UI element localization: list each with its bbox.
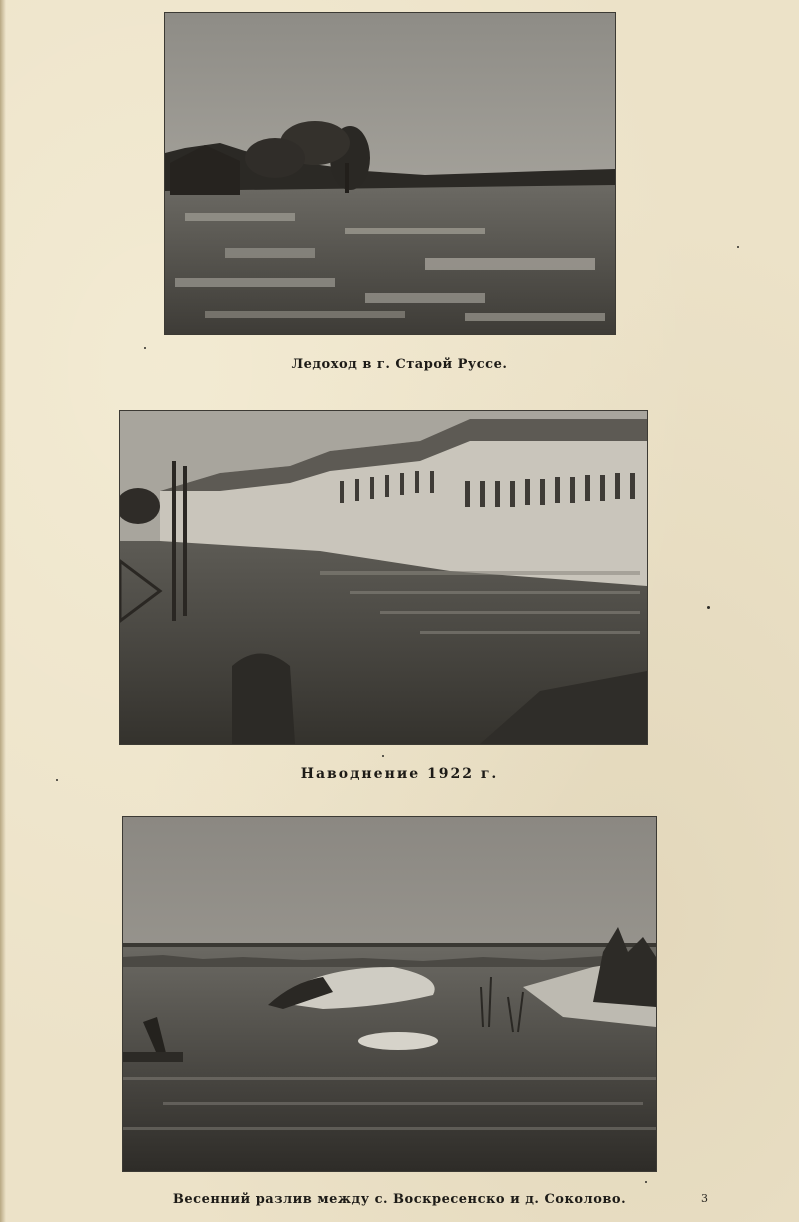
photo-spring-flood	[122, 816, 657, 1172]
page-binding-edge	[0, 0, 6, 1222]
caption-spring-flood: Весенний разлив между с. Воскресенско и д. Соколово.	[172, 1192, 627, 1207]
paper-speck	[737, 246, 739, 248]
paper-speck	[707, 606, 710, 609]
caption-flood-1922: Наводнение 1922 г.	[300, 766, 499, 782]
caption-ice-drift: Ледоход в г. Старой Руссе.	[291, 357, 508, 372]
spring-flood-image	[123, 817, 656, 1171]
paper-speck	[144, 347, 146, 349]
paper-speck	[645, 1181, 647, 1183]
ice-drift-image	[165, 13, 615, 334]
flood-1922-image	[120, 411, 647, 744]
page-number: 3	[701, 1192, 708, 1205]
photo-ice-drift	[164, 12, 616, 335]
paper-speck	[382, 755, 384, 757]
photo-flood-1922	[119, 410, 648, 745]
paper-speck	[56, 779, 58, 781]
